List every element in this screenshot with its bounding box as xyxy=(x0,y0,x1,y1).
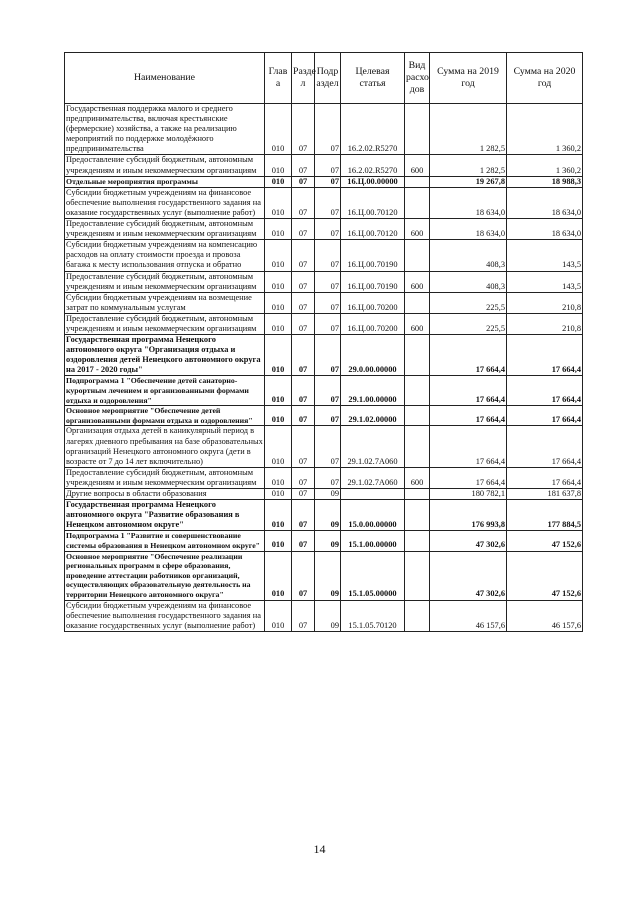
row-subsection: 09 xyxy=(315,500,341,531)
row-sum-2020: 143,5 xyxy=(507,240,583,271)
table-row xyxy=(65,104,583,155)
row-chapter: 010 xyxy=(265,531,292,551)
table-row xyxy=(65,376,583,406)
row-chapter: 010 xyxy=(265,219,292,240)
row-sum-2019: 17 664,4 xyxy=(430,376,507,406)
row-sum-2020: 47 152,6 xyxy=(507,551,583,600)
row-name: Подпрограмма 1 "Обеспечение детей санаторно-курортным лечением и организованными формами отдыха и оздоровления" xyxy=(65,376,265,406)
row-sum-2020: 1 360,2 xyxy=(507,155,583,176)
row-section: 07 xyxy=(292,292,315,313)
row-section: 07 xyxy=(292,271,315,292)
row-chapter: 010 xyxy=(265,376,292,406)
row-section: 07 xyxy=(292,406,315,426)
row-expense-type xyxy=(405,600,430,631)
row-name: Организация отдыха детей в каникулярный период в лагерях дневного пребывания на базе образовательных организаций Ненецкого автономного округа (дети в возрасте от 7 до 14 лет включительно) xyxy=(66,426,263,466)
row-name: Государственная программа Ненецкого автономного округа "Организация отдыха и оздоровления детей Ненецкого автономного округа на 2017 - 2020 годы" xyxy=(65,335,265,376)
table-row xyxy=(65,271,583,292)
header-sum-2020: Сумма на 2020 год xyxy=(507,53,583,104)
row-sum-2020: 181 637,8 xyxy=(507,488,583,499)
row-expense-type: 600 xyxy=(405,467,430,488)
row-chapter: 010 xyxy=(265,313,292,334)
row-target-article: 16.Ц.00.70190 xyxy=(341,271,405,292)
row-expense-type: 600 xyxy=(405,219,430,240)
row-chapter: 010 xyxy=(265,406,292,426)
row-subsection: 07 xyxy=(315,406,341,426)
row-target-article: 16.Ц.00.00000 xyxy=(341,176,405,187)
row-target-article: 29.0.00.00000 xyxy=(341,335,405,376)
row-name: Субсидии бюджетным учреждениям на возмещение затрат по коммунальным услугам xyxy=(65,292,265,313)
row-target-article xyxy=(341,488,405,499)
row-sum-2019: 17 664,4 xyxy=(430,335,507,376)
row-name: Предоставление субсидий бюджетным, автономным учреждениям и иным некоммерческим организациям xyxy=(65,313,265,334)
row-expense-type xyxy=(405,488,430,499)
row-name: Подпрограмма 1 "Развитие и совершенствование системы образования в Ненецком автономном округе" xyxy=(65,531,265,551)
row-chapter: 010 xyxy=(265,240,292,271)
header-target-article: Целевая статья xyxy=(341,53,405,104)
row-name: Государственная поддержка малого и среднего предпринимательства, включая крестьянские (фермерские) хозяйства, а также на реализацию мероприятий по поддержке молодёжного предпринимательства xyxy=(65,104,265,155)
row-chapter: 010 xyxy=(265,600,292,631)
row-section: 07 xyxy=(292,176,315,187)
table-row xyxy=(65,155,583,176)
header-sum-2019: Сумма на 2019 год xyxy=(430,53,507,104)
row-target-article: 15.1.00.00000 xyxy=(341,531,405,551)
row-target-article: 16.Ц.00.70120 xyxy=(341,219,405,240)
row-sum-2020: 17 664,4 xyxy=(507,467,583,488)
row-section: 07 xyxy=(292,600,315,631)
row-expense-type xyxy=(405,376,430,406)
row-name: Предоставление субсидий бюджетным, автономным учреждениям и иным некоммерческим организациям xyxy=(65,155,265,176)
row-section: 07 xyxy=(292,551,315,600)
row-name: Отдельные мероприятия программы xyxy=(65,176,265,187)
row-subsection: 07 xyxy=(315,426,341,467)
row-name: Государственная программа Ненецкого автономного округа "Развитие образования в Ненецком автономном округе" xyxy=(65,500,265,531)
table-row xyxy=(65,531,583,551)
row-subsection: 07 xyxy=(315,313,341,334)
row-sum-2019: 47 302,6 xyxy=(430,551,507,600)
table-row xyxy=(65,187,583,218)
header-subsection: Подр аздел xyxy=(315,53,341,104)
row-target-article: 29.1.00.00000 xyxy=(341,376,405,406)
row-section: 07 xyxy=(292,500,315,531)
row-chapter: 010 xyxy=(265,292,292,313)
row-sum-2020: 177 884,5 xyxy=(507,500,583,531)
header-chapter: Глав а xyxy=(265,53,292,104)
row-sum-2019: 19 267,8 xyxy=(430,176,507,187)
row-sum-2019: 176 993,8 xyxy=(430,500,507,531)
row-expense-type xyxy=(405,104,430,155)
row-section: 07 xyxy=(292,488,315,499)
row-section: 07 xyxy=(292,313,315,334)
row-sum-2020: 1 360,2 xyxy=(507,104,583,155)
row-chapter: 010 xyxy=(265,488,292,499)
row-name: Другие вопросы в области образования xyxy=(65,488,265,499)
row-target-article: 16.2.02.R5270 xyxy=(341,155,405,176)
row-sum-2020: 47 152,6 xyxy=(507,531,583,551)
row-chapter: 010 xyxy=(265,500,292,531)
row-expense-type xyxy=(405,176,430,187)
row-expense-type xyxy=(405,187,430,218)
row-subsection: 07 xyxy=(315,292,341,313)
row-target-article: 15.1.05.00000 xyxy=(341,551,405,600)
header-expense-type: Вид расхо дов xyxy=(405,53,430,104)
row-section: 07 xyxy=(292,155,315,176)
row-sum-2020: 18 634,0 xyxy=(507,187,583,218)
row-sum-2019: 180 782,1 xyxy=(430,488,507,499)
row-chapter: 010 xyxy=(265,426,292,467)
row-sum-2019: 408,3 xyxy=(430,240,507,271)
row-expense-type xyxy=(405,426,430,467)
row-expense-type xyxy=(405,335,430,376)
row-sum-2020: 17 664,4 xyxy=(507,406,583,426)
table-row xyxy=(65,467,583,488)
row-name: Субсидии бюджетным учреждениям на компенсацию расходов на оплату стоимости проезда и провоза багажа к месту использования отпуска и обратно xyxy=(65,240,265,271)
row-expense-type: 600 xyxy=(405,313,430,334)
row-sum-2020: 18 634,0 xyxy=(507,219,583,240)
row-sum-2020: 210,8 xyxy=(507,313,583,334)
row-expense-type xyxy=(405,406,430,426)
row-name: Основное мероприятие "Обеспечение детей организованными формами отдыха и оздоровления" xyxy=(65,406,265,426)
row-subsection: 07 xyxy=(315,219,341,240)
row-chapter: 010 xyxy=(265,335,292,376)
row-subsection: 09 xyxy=(315,531,341,551)
row-sum-2019: 17 664,4 xyxy=(430,426,507,467)
row-target-article: 16.Ц.00.70200 xyxy=(341,313,405,334)
row-chapter: 010 xyxy=(265,104,292,155)
row-section: 07 xyxy=(292,335,315,376)
row-sum-2020: 46 157,6 xyxy=(507,600,583,631)
table-row xyxy=(65,313,583,334)
row-subsection: 07 xyxy=(315,240,341,271)
row-sum-2019: 1 282,5 xyxy=(430,155,507,176)
row-section: 07 xyxy=(292,467,315,488)
row-section: 07 xyxy=(292,426,315,467)
row-chapter: 010 xyxy=(265,155,292,176)
row-subsection: 07 xyxy=(315,187,341,218)
row-sum-2020: 18 988,3 xyxy=(507,176,583,187)
row-chapter: 010 xyxy=(265,551,292,600)
row-section: 07 xyxy=(292,104,315,155)
row-subsection: 07 xyxy=(315,176,341,187)
row-subsection: 09 xyxy=(315,600,341,631)
row-subsection: 09 xyxy=(315,551,341,600)
budget-table xyxy=(64,52,583,632)
row-expense-type xyxy=(405,531,430,551)
row-expense-type: 600 xyxy=(405,271,430,292)
row-target-article: 29.1.02.7А060 xyxy=(341,426,405,467)
row-target-article: 16.2.02.R5270 xyxy=(341,104,405,155)
row-chapter: 010 xyxy=(265,176,292,187)
row-target-article: 29.1.02.00000 xyxy=(341,406,405,426)
row-sum-2019: 1 282,5 xyxy=(430,104,507,155)
table-row xyxy=(65,500,583,531)
row-section: 07 xyxy=(292,187,315,218)
row-sum-2020: 210,8 xyxy=(507,292,583,313)
row-expense-type xyxy=(405,240,430,271)
row-sum-2019: 408,3 xyxy=(430,271,507,292)
row-sum-2019: 225,5 xyxy=(430,313,507,334)
row-name: Предоставление субсидий бюджетным, автономным учреждениям и иным некоммерческим организациям xyxy=(65,271,265,292)
row-section: 07 xyxy=(292,240,315,271)
table-row xyxy=(65,600,583,631)
row-sum-2019: 225,5 xyxy=(430,292,507,313)
row-target-article: 15.0.00.00000 xyxy=(341,500,405,531)
row-chapter: 010 xyxy=(265,187,292,218)
row-name: Предоставление субсидий бюджетным, автономным учреждениям и иным некоммерческим организациям xyxy=(65,219,265,240)
row-subsection: 07 xyxy=(315,467,341,488)
header-section: Разде л xyxy=(292,53,315,104)
table-row xyxy=(65,426,583,467)
row-target-article: 29.1.02.7А060 xyxy=(341,467,405,488)
row-name: Основное мероприятие "Обеспечение реализации региональных программ в сфере образования, проведение аттестации работников организаций, осуществляющих образовательную деятельность на территории Ненецкого автономного округа" xyxy=(65,551,265,600)
row-sum-2019: 17 664,4 xyxy=(430,406,507,426)
row-target-article: 15.1.05.70120 xyxy=(341,600,405,631)
table-row xyxy=(65,406,583,426)
row-sum-2019: 18 634,0 xyxy=(430,219,507,240)
table-row xyxy=(65,219,583,240)
table-row xyxy=(65,176,583,187)
table-row xyxy=(65,292,583,313)
row-target-article: 16.Ц.00.70190 xyxy=(341,240,405,271)
row-chapter: 010 xyxy=(265,467,292,488)
row-name: Субсидии бюджетным учреждениям на финансовое обеспечение выполнения государственного задания на оказание государственных услуг (выполнение работ) xyxy=(65,600,265,631)
row-sum-2019: 46 157,6 xyxy=(430,600,507,631)
row-expense-type xyxy=(405,500,430,531)
row-sum-2019: 17 664,4 xyxy=(430,467,507,488)
table-row xyxy=(65,488,583,499)
row-subsection: 07 xyxy=(315,271,341,292)
row-subsection: 07 xyxy=(315,335,341,376)
table-row xyxy=(65,240,583,271)
row-expense-type xyxy=(405,292,430,313)
row-section: 07 xyxy=(292,376,315,406)
row-sum-2019: 18 634,0 xyxy=(430,187,507,218)
row-sum-2020: 17 664,4 xyxy=(507,335,583,376)
row-name: Субсидии бюджетным учреждениям на финансовое обеспечение выполнения государственного задания на оказание государственных услуг (выполнение работ) xyxy=(65,187,265,218)
row-sum-2020: 17 664,4 xyxy=(507,426,583,467)
row-subsection: 07 xyxy=(315,155,341,176)
page-number: 14 xyxy=(313,842,326,856)
row-expense-type: 600 xyxy=(405,155,430,176)
row-sum-2020: 143,5 xyxy=(507,271,583,292)
row-expense-type xyxy=(405,551,430,600)
header-name: Наименование xyxy=(65,53,265,104)
table-row xyxy=(65,551,583,600)
row-subsection: 07 xyxy=(315,376,341,406)
row-sum-2020: 17 664,4 xyxy=(507,376,583,406)
row-subsection: 09 xyxy=(315,488,341,499)
row-section: 07 xyxy=(292,531,315,551)
row-name: Предоставление субсидий бюджетным, автономным учреждениям и иным некоммерческим организациям xyxy=(65,467,265,488)
row-target-article: 16.Ц.00.70120 xyxy=(341,187,405,218)
row-target-article: 16.Ц.00.70200 xyxy=(341,292,405,313)
row-sum-2019: 47 302,6 xyxy=(430,531,507,551)
row-section: 07 xyxy=(292,219,315,240)
table-header-row xyxy=(65,53,583,104)
row-subsection: 07 xyxy=(315,104,341,155)
row-chapter: 010 xyxy=(265,271,292,292)
table-row xyxy=(65,335,583,376)
table-body xyxy=(65,104,583,632)
